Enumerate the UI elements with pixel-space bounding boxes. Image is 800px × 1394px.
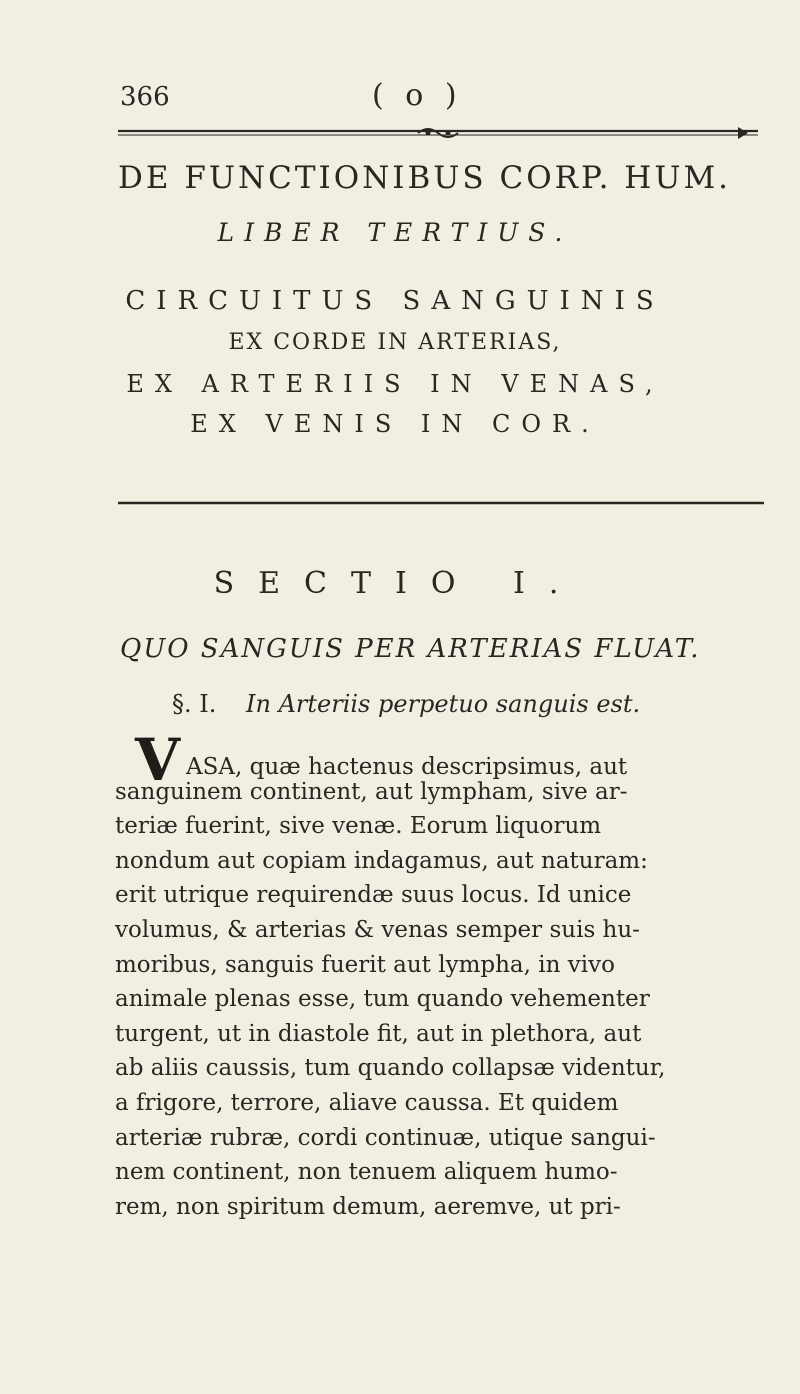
- subtitle-line-4: EX VENIS IN COR.: [190, 410, 600, 438]
- page-number: 366: [120, 82, 170, 112]
- subtitle-line-2: EX CORDE IN ARTERIAS,: [228, 330, 562, 355]
- body-line: moribus, sanguis fuerit aut lympha, in vivo: [115, 951, 615, 978]
- head-ornament-rule: [118, 125, 758, 139]
- body-line: a frigore, terrore, aliave caussa. Et quidem: [115, 1089, 619, 1116]
- document-title: DE FUNCTIONIBUS CORP. HUM.: [118, 160, 732, 196]
- paragraph-title: In Arteriis perpetuo sanguis est.: [246, 690, 641, 718]
- signature-mark: ( o ): [372, 78, 463, 113]
- subtitle-line-1: CIRCUITUS SANGUINIS: [125, 286, 665, 316]
- body-text: [115, 726, 775, 1224]
- section-heading: SECTIO I.: [213, 566, 583, 601]
- body-line: animale plenas esse, tum quando vehementer: [115, 986, 650, 1013]
- body-line: sanguinem continent, aut lympham, sive ar-: [115, 778, 628, 805]
- body-line-first-text: ASA, quæ hactenus descripsimus, aut: [186, 754, 628, 780]
- body-line: arteriæ rubræ, cordi continuæ, utique sangui-: [115, 1124, 656, 1151]
- body-line: volumus, & arterias & venas semper suis hu-: [115, 916, 640, 943]
- body-line: nem continent, non tenuem aliquem humo-: [115, 1159, 618, 1186]
- paragraph-heading: [172, 690, 640, 718]
- section-divider-rule: [118, 500, 764, 506]
- section-subtitle: QUO SANGUIS PER ARTERIAS FLUAT.: [120, 634, 701, 664]
- body-line: nondum aut copiam indagamus, aut naturam:: [115, 847, 648, 874]
- body-line: turgent, ut in diastole fit, aut in plethora, aut: [115, 1020, 642, 1047]
- subtitle-line-3: EX ARTERIIS IN VENAS,: [126, 370, 664, 398]
- running-head: [110, 78, 670, 122]
- body-line: erit utrique requirendæ suus locus. Id unice: [115, 882, 632, 909]
- paragraph-number: §. I.: [172, 690, 217, 718]
- drop-cap: V: [135, 726, 181, 794]
- body-line: teriæ fuerint, sive venæ. Eorum liquorum: [115, 813, 602, 840]
- book-title: LIBER TERTIUS.: [217, 218, 573, 247]
- body-line: ab aliis caussis, tum quando collapsæ videntur,: [115, 1055, 666, 1082]
- body-line: rem, non spiritum demum, aeremve, ut pri-: [115, 1193, 621, 1220]
